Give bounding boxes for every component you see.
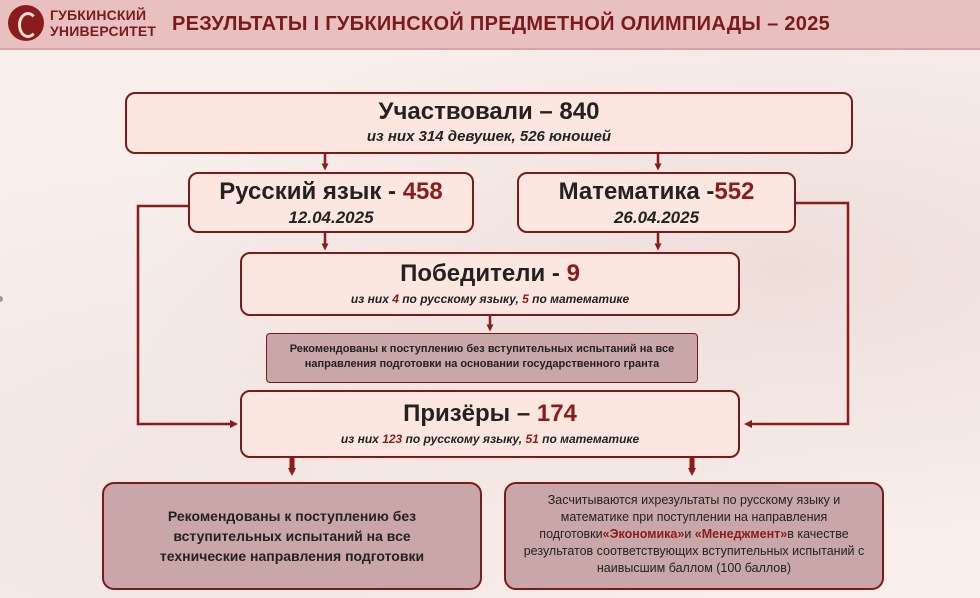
prize-note-right-box	[504, 482, 884, 590]
winners-title	[242, 260, 738, 288]
participants-value: 840	[559, 98, 600, 125]
participants-box	[125, 92, 853, 154]
prize-math-count: 51	[525, 432, 539, 446]
winners-value: 9	[566, 260, 580, 287]
math-value: 552	[714, 178, 755, 205]
prizewinners-box	[240, 390, 740, 458]
math-title	[519, 178, 794, 206]
winners-detail-prefix: из них	[350, 292, 393, 306]
prize-detail-mid: по русскому языку,	[402, 432, 526, 446]
prize-note-left-text: Рекомендованы к поступлению без вступительных испытаний на все технические направления подготовки	[159, 508, 425, 564]
arrow-math-to-prize	[748, 203, 848, 424]
logo-line1: ГУБКИНСКИЙ	[50, 7, 147, 23]
logo-line2: УНИВЕРСИТЕТ	[50, 23, 157, 39]
participants-title	[127, 98, 851, 126]
math-label: Математика -	[558, 178, 715, 205]
russian-value: 458	[402, 178, 443, 205]
prize-note-right-part3: в качестве результатов соответствующих вступительных испытаний с наивысшим баллом (100 баллов)	[523, 527, 865, 575]
prize-note-right-and: и	[684, 527, 695, 541]
page-title: РЕЗУЛЬТАТЫ I ГУБКИНСКОЙ ПРЕДМЕТНОЙ ОЛИМПИАДЫ – 2025	[172, 13, 831, 35]
russian-box	[188, 172, 474, 233]
prize-detail-prefix: из них	[340, 432, 383, 446]
winners-detail-suffix: по математике	[528, 292, 630, 306]
russian-label: Русский язык -	[219, 178, 403, 205]
participants-detail: из них 314 девушек, 526 юношей	[366, 128, 612, 145]
prizewinners-title	[242, 400, 738, 428]
russian-title	[190, 178, 472, 206]
math-box	[517, 172, 796, 233]
prize-note-right-part1: Засчитываются ихрезультаты по русскому языку и математике при поступлении на направления подготовки	[539, 493, 841, 541]
prizewinners-value: 174	[536, 400, 577, 427]
winners-note-text: Рекомендованы к поступлению без вступительных испытаний на все направления подготовки на основании государственного гранта	[289, 343, 675, 370]
economics-highlight: «Экономика»	[602, 527, 685, 541]
arrow-russian-to-prize	[138, 206, 234, 424]
prize-note-left-box	[102, 482, 482, 590]
winners-label: Победители -	[400, 260, 567, 287]
prize-note-right-text	[520, 492, 868, 577]
winners-detail	[242, 292, 738, 306]
management-highlight: «Менеджмент»	[694, 527, 788, 541]
prizewinners-label: Призёры –	[403, 400, 537, 427]
winners-note-box	[266, 333, 698, 383]
winners-math-count: 5	[522, 292, 529, 306]
prizewinners-detail	[242, 432, 738, 446]
russian-date: 12.04.2025	[288, 208, 374, 227]
winners-box	[240, 252, 740, 316]
winners-russian-count: 4	[392, 292, 399, 306]
participants-label: Участвовали –	[378, 98, 560, 125]
prize-detail-suffix: по математике	[538, 432, 640, 446]
math-date: 26.04.2025	[613, 208, 700, 227]
prize-russian-count: 123	[382, 432, 403, 446]
winners-detail-mid: по русскому языку,	[398, 292, 523, 306]
